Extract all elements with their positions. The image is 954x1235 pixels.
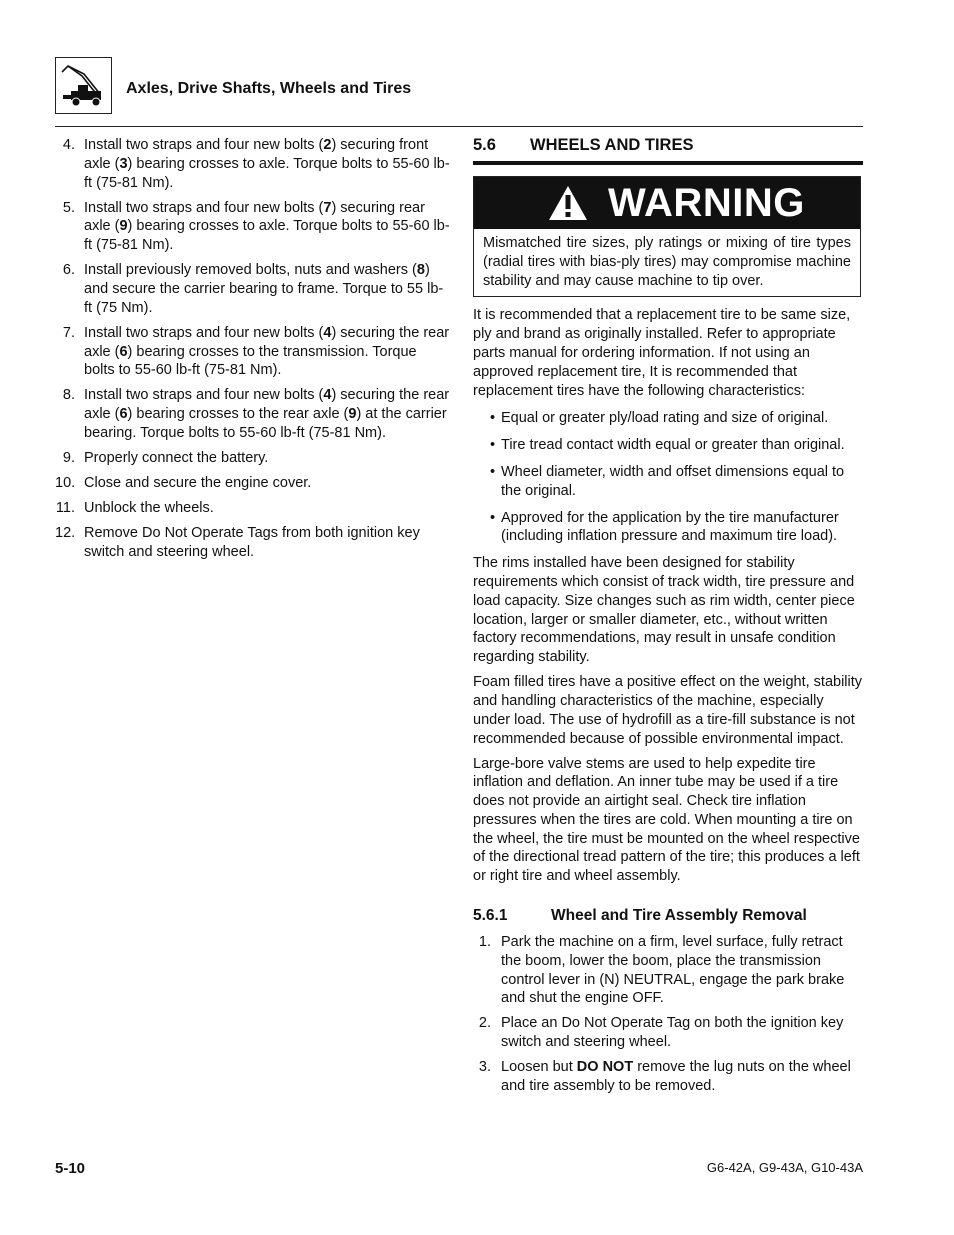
step-number: 2. — [478, 1015, 491, 1032]
bullet-text: Equal or greater ply/load rating and size of original. — [501, 410, 829, 427]
bullet-text: Wheel diameter, width and offset dimensions equal to the original. — [501, 463, 845, 499]
subsection-number: 5.6.1 — [473, 907, 508, 925]
step-text: Unblock the wheels. — [84, 499, 214, 516]
step-text: ) at the carrier bearing. Torque bolts to 55-60 lb-ft (75-81 Nm). — [84, 406, 447, 441]
step-text: Install two straps and four new bolts ( — [84, 137, 324, 153]
step-text: Close and secure the engine cover. — [84, 474, 312, 491]
body-paragraph: Large-bore valve stems are used to help expedite tire inflation and deflation. An inner tube may be used if a tire does not provide an airtight seal. Check tire inflation pressures when the tires are cold. When mounting a tire on the wheel, the tire must be mounted on the wheel respective of the directional tread pattern of the tire; this produces a left or right tire and wheel assembly. — [473, 755, 860, 885]
step-item — [55, 324, 450, 380]
step-callout: 7 — [323, 199, 332, 216]
section-divider — [473, 161, 863, 165]
section-heading — [473, 136, 863, 156]
warning-header — [474, 177, 860, 229]
step-callout: 9 — [119, 218, 128, 235]
step-item — [55, 199, 450, 255]
warning-title: WARNING — [608, 181, 805, 225]
bullet-item — [473, 436, 863, 455]
step-text: ) and secure the carrier bearing to frame. Torque to 55 lb-ft (75 Nm). — [84, 262, 444, 316]
step-text: ) securing rear axle ( — [84, 199, 425, 235]
warning-box — [473, 176, 861, 297]
warning-triangle-icon — [547, 184, 589, 222]
step-text: ) securing the rear axle ( — [84, 387, 450, 423]
step-text: Loosen but — [501, 1059, 577, 1076]
subsection-title: Wheel and Tire Assembly Removal — [551, 907, 807, 925]
bullet-item — [473, 409, 863, 428]
step-callout: 2 — [323, 137, 332, 153]
step-item — [55, 499, 450, 518]
step-item — [473, 1058, 863, 1096]
step-callout: 3 — [119, 155, 128, 172]
header-logo — [55, 57, 112, 114]
step-text: ) securing the rear axle ( — [84, 324, 450, 360]
step-item — [473, 1014, 863, 1052]
page-number: 5-10 — [55, 1160, 86, 1177]
step-number: 4. — [62, 137, 75, 153]
section-number: 5.6 — [473, 136, 496, 154]
step-number: 5. — [62, 199, 75, 216]
step-item — [55, 449, 450, 468]
step-callout: 6 — [119, 406, 128, 423]
step-item — [55, 524, 450, 562]
step-callout: 6 — [119, 343, 128, 360]
step-text: ) securing front axle ( — [84, 137, 429, 172]
step-number: 9. — [62, 449, 75, 466]
step-callout: DO NOT — [576, 1059, 634, 1076]
step-number: 8. — [62, 387, 75, 404]
step-item — [55, 261, 450, 317]
body-paragraph: Foam filled tires have a positive effect on the weight, stability and handling characteristics of the machine, especially under load. The use of hydrofill as a tire-fill substance is not recommended because of possible environmental impact. — [473, 674, 863, 747]
body-paragraph: The rims installed have been designed for stability requirements which consist of track width, tire pressure and load capacity. Size changes such as rim width, center piece location, larger or smaller diameter, etc., without written factory recommendations, may result in unsafe condition regarding stability. — [473, 555, 855, 666]
step-number: 12. — [55, 524, 76, 541]
characteristics-list — [473, 409, 863, 546]
left-step-list — [55, 136, 450, 561]
step-callout: 4 — [323, 387, 332, 404]
step-number: 3. — [478, 1059, 491, 1076]
removal-step-list — [473, 933, 863, 1096]
header-title: Axles, Drive Shafts, Wheels and Tires — [126, 80, 412, 97]
step-text: ) bearing crosses to axle. Torque bolts to 55-60 lb-ft (75-81 Nm). — [84, 218, 450, 254]
subsection-heading — [473, 907, 863, 927]
step-number: 7. — [62, 324, 75, 341]
step-text: Install two straps and four new bolts ( — [84, 387, 324, 404]
step-item — [473, 933, 863, 1008]
body-paragraphs — [473, 554, 863, 886]
bullet-text: Tire tread contact width equal or greater than original. — [501, 437, 845, 454]
step-text: Park the machine on a firm, level surface, fully retract the boom, lower the boom, place the transmission control lever in (N) NEUTRAL, engage the park brake and shut the engine OFF. — [501, 934, 845, 1007]
step-item — [55, 474, 450, 493]
step-text: Install two straps and four new bolts ( — [84, 324, 324, 341]
step-text: ) bearing crosses to the transmission. Torque bolts to 55-60 lb-ft (75-81 Nm). — [84, 343, 417, 379]
step-callout: 8 — [416, 262, 425, 279]
step-text: Install previously removed bolts, nuts and washers ( — [84, 262, 417, 279]
step-callout: 4 — [323, 324, 332, 341]
step-text: Place an Do Not Operate Tag on both the ignition key switch and steering wheel. — [501, 1015, 844, 1051]
bullet-dot-icon: • — [490, 410, 496, 427]
step-number: 1. — [478, 934, 491, 951]
intro-paragraph: It is recommended that a replacement tire to be same size, ply and brand as originally installed. Refer to appropriate parts manual for ordering information. If not using an approved replacement tire, It is recommended that replacement tires have the following characteristics: — [473, 307, 851, 399]
warning-text: Mismatched tire sizes, ply ratings or mixing of tire types (radial tires with bias-ply tires) may compromise machine stability and may cause machine to tip over. — [483, 235, 851, 289]
bullet-item — [473, 509, 863, 547]
section-title: WHEELS AND TIRES — [530, 136, 694, 154]
bullet-item — [473, 463, 863, 501]
machine-logo-icon — [56, 58, 113, 115]
header-divider — [55, 126, 863, 127]
step-text: Properly connect the battery. — [84, 449, 269, 466]
step-text: ) bearing crosses to the rear axle ( — [127, 406, 349, 423]
step-number: 11. — [55, 499, 75, 516]
bullet-dot-icon: • — [490, 509, 496, 526]
bullet-dot-icon: • — [490, 437, 496, 454]
step-text: Remove Do Not Operate Tags from both ignition key switch and steering wheel. — [84, 524, 420, 560]
left-column — [55, 136, 450, 568]
step-item — [55, 136, 450, 192]
step-number: 6. — [62, 262, 75, 279]
step-item — [55, 386, 450, 442]
bullet-dot-icon: • — [490, 463, 496, 480]
step-text: remove the lug nuts on the wheel and tire assembly to be removed. — [501, 1059, 851, 1095]
step-text: Install two straps and four new bolts ( — [84, 199, 324, 216]
bullet-text: Approved for the application by the tire manufacturer (including inflation pressure and maximum tire load). — [501, 509, 839, 545]
step-text: ) bearing crosses to axle. Torque bolts to 55-60 lb-ft (75-81 Nm). — [84, 155, 450, 191]
step-callout: 9 — [348, 406, 357, 423]
step-number: 10. — [55, 474, 76, 491]
model-numbers: G6-42A, G9-43A, G10-43A — [706, 1160, 863, 1175]
right-column — [473, 136, 863, 1102]
